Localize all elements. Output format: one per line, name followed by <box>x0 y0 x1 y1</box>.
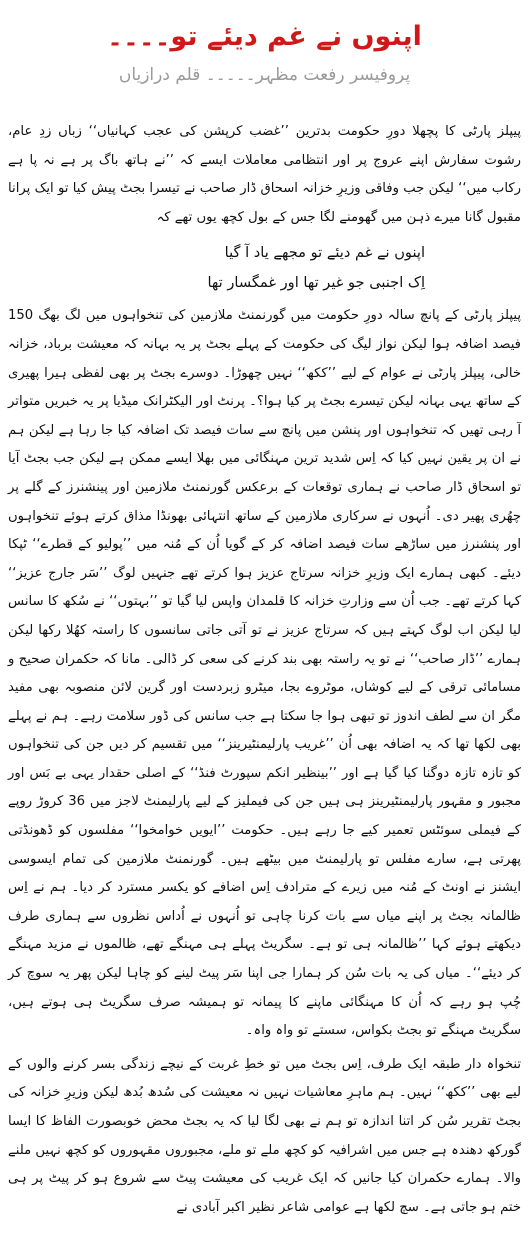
verse-line: اِک اجنبی جو غیر تھا اور غمگسار تھا <box>207 274 425 292</box>
verse-block <box>8 238 425 298</box>
verse-line: اپنوں نے غم دیئے تو مجھے یاد آ گیا <box>224 244 425 262</box>
paragraph-intro: پیپلز پارٹی کا پچھلا دورِ حکومت بدترین ’’غضب کرپشن کی عجب کہانیاں‘‘ زباں زدِ عام، رشوت سفارش اپنے عروج پر اور انتظامی معاملات ایسے کہ ’’نے ہاتھ باگ پر ہے نہ پا ہے رکاب میں‘‘ لیکن جب وفاقی وزیرِ خزانہ اسحاق ڈار صاحب نے تیسرا بجٹ پیش کیا تو ایک پرانا مقبول گانا میرے ذہن میں گھومنے لگا جس کے بول کچھ یوں تھے کہ <box>8 124 521 225</box>
article-title: اپنوں نے غم دیئے تو۔۔۔۔ <box>107 21 422 52</box>
article-body <box>8 118 521 1222</box>
paragraph-budget: پیپلز پارٹی کے پانچ سالہ دورِ حکومت میں گورنمنٹ ملازمین کی تنخواہوں میں لگ بھگ 150 فیصد اضافہ ہوا لیکن نواز لیگ کی حکومت کے پہلے بجٹ پر یہ بہانہ کہ معیشت برباد، خزانہ خالی، پیپلز پارٹی نے عوام کے لیے ’’ککھ‘‘ نہیں چھوڑا۔ دوسرے بجٹ پر بھی لفظی ہیرا پھیری کے ساتھ یہی بہانہ لیکن تیسرے بجٹ پر کیا ہوا؟۔ پرنٹ اور الیکٹرانک میڈیا پر یہ خبریں متواتر آ رہی تھیں کہ تنخواہوں اور پنشن میں پانچ سے سات فیصد تک اضافہ کیا جا رہا ہے لیکن ہم نے ان پر یقین نہیں کیا کہ اِس شدید ترین مہنگائی میں بھلا ایسے ممکن ہے لیکن جب بجٹ آیا تو اسحاق ڈار صاحب نے ہماری توقعات کے برعکس گورنمنٹ ملازمین اور پینشنرز کے گلے پر چھُری پھیر دی۔ اُنہوں نے سرکاری ملازمین کے ساتھ انتہائی بھونڈا مذاق کرتے ہوئے تنخواہوں اور پنشنرز میں ساڑھے سات فیصد اضافہ کر کے گویا اُن کے مُنہ میں ’’پولیو کے قطرے‘‘ ٹپکا دیئے۔ کبھی ہمارے ایک وزیرِ خزانہ سرتاج عزیز ہوا کرتے تھے جنہیں لوگ ’’سَر جارج عزیز‘‘ کہا کرتے تھے۔ جب اُن سے وزارتِ خزانہ کا قلمدان واپس لیا گیا تو ’’بہتوں‘‘ نے سُکھ کا سانس لیا لیکن اب لوگ کہتے ہیں کہ سرتاج عزیز نے تو آتی جاتی سانسوں کا راستہ کھُلا رکھا لیکن ہمارے ’’ڈار صاحب‘‘ نے تو یہ راستہ بھی بند کرنے کی سعی کر ڈالی۔ مانا کہ حکمران صحیح و مسامائی ترقی کے لیے کوشاں، موٹروے بجا، میٹرو زبردست اور گرین لائن منصوبہ بھی مفید مگر ان سے لطف اندوز تو تبھی ہوا جا سکتا ہے جب سانس کی ڈور سلامت رہے۔ ہم نے پہلے بھی لکھا تھا کہ یہ اضافہ بھی اُن ’’غریب پارلیمنٹیرینز‘‘ میں تقسیم کر دیں جن کی تنخواہوں کو تازہ تازہ دوگنا کیا گیا ہے اور ’’بینظیر انکم سپورٹ فنڈ‘‘ کے اصلی حقدار یہی بے بَس اور مجبور و مقہور پارلیمنٹیرینز ہی ہیں جن کی فیملیز کے لیے پارلیمنٹ لاجز میں 36 کروڑ روپے کے فیملی سوئٹس تعمیر کیے جا رہے ہیں۔ حکومت ’’ایویں خوامخوا‘‘ مفلسوں کو ڈھونڈتی پھرتی ہے، سارے مفلس تو پارلیمنٹ میں بیٹھے ہیں۔ گورنمنٹ ملازمین کی تمام ایسوسی ایشنز نے اونٹ کے مُنہ میں زیرے کے مترادف اِس اضافے کو یکسر مسترد کر دیا۔ ہم نے اِس ظالمانہ بجٹ پر اپنے میاں سے بات کرنا چاہی تو اُنہوں نے اُداس نظروں سے ہماری طرف دیکھتے ہوئے کہا ’’ظالمانہ ہی تو ہے۔ سگریٹ پہلے ہی مہنگے تھے، ظالموں نے مزید مہنگے کر دیئے‘‘۔ میاں کی یہ بات سُن کر ہمارا جی اپنا سَر پیٹ لینے کو چاہا لیکن پھر یہ سوچ کر چُپ ہو رہے کہ اُن کا مہنگائی ماپنے کا پیمانہ تو ہمیشہ صرف سگریٹ ہی ہوتے ہیں، سگریٹ مہنگے تو بجٹ بکواس، سستے تو واہ واہ۔ <box>8 308 522 1039</box>
article-byline: پروفیسر رفعت مظہر۔۔۔۔۔ قلم درازیاں <box>118 65 411 85</box>
paragraph-salaried-class: تنخواہ دار طبقہ ایک طرف، اِس بجٹ میں تو خطِ غربت کے نیچے زندگی بسر کرنے والوں کے لیے بھی ’’ککھ‘‘ نہیں۔ ہم ماہرِ معاشیات نہیں نہ معیشت کی سُدھ بُدھ لیکن وزیرِ خزانہ کی بجٹ تقریر سُن کر اتنا اندازہ تو ہم نے بھی لگا لیا کہ یہ بجٹ محض خوبصورت الفاظ کا ایسا گورکھ دھندہ ہے جس میں اشرافیہ کو کچھ ملے تو ملے، مجبوروں مقہوروں کو کچھ نہیں ملنے والا۔ ہمارے حکمران کیا جانیں کہ ایک غریب کی معیشت پیٹ سے شروع ہو کر پیٹ پر ہی ختم ہو جاتی ہے۔ سچ لکھا ہے عوامی شاعر نظیر اکبر آبادی نے <box>8 1056 521 1215</box>
